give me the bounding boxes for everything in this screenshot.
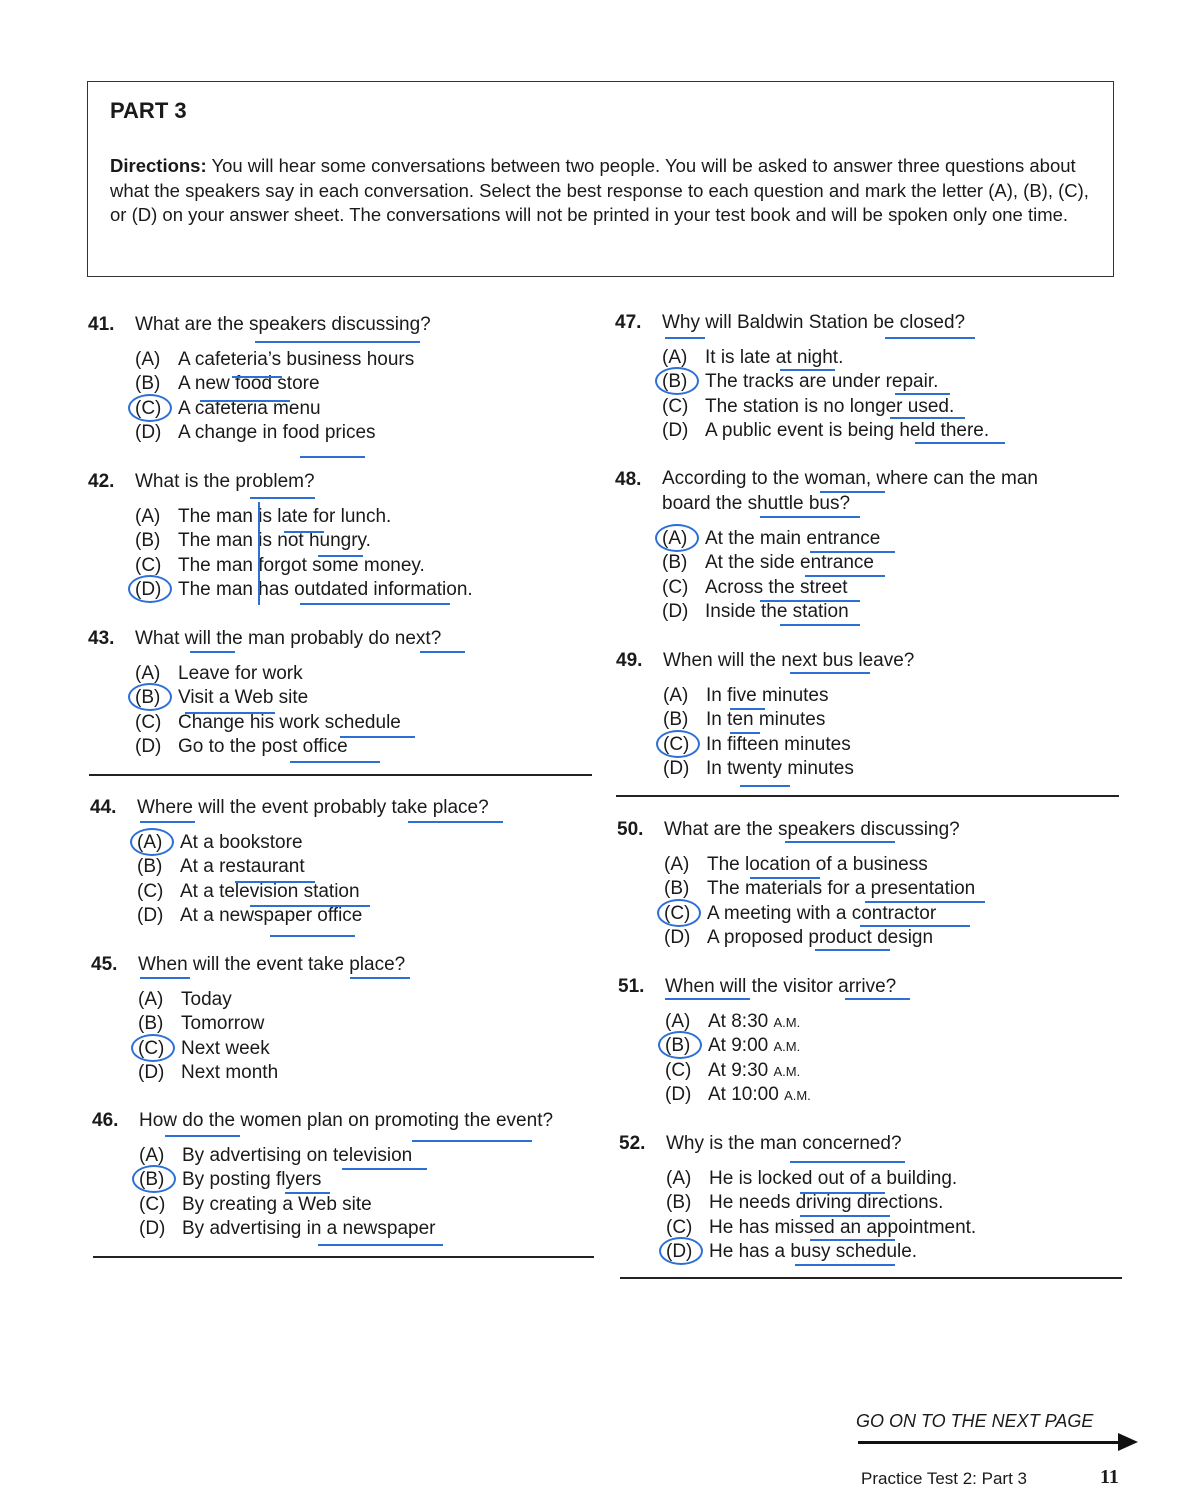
pen-underline [190,651,235,653]
pen-underline [780,369,835,371]
pen-underline [730,708,765,710]
part-title: PART 3 [110,98,187,123]
pen-underline [250,905,370,907]
pen-underline [795,1264,895,1266]
section-divider [89,774,592,776]
meridiem: A.M. [773,1015,801,1030]
pen-underline [318,1244,443,1246]
pen-underline [790,672,870,674]
pen-underline [340,736,415,738]
pen-underline [350,977,410,979]
section-divider [93,1256,594,1258]
pen-underline [740,785,790,787]
arrow-right-icon [858,1441,1120,1444]
pen-underline [140,977,190,979]
footer-reference: Practice Test 2: Part 3 [861,1469,1027,1488]
pen-underline [300,603,450,605]
pen-underline [805,575,885,577]
pen-underline [760,516,860,518]
pen-underline [820,491,885,493]
pen-underline [140,821,195,823]
pen-underline [785,841,895,843]
pen-underline [890,417,965,419]
pen-underline [235,881,315,883]
pen-underline [800,1192,885,1194]
pen-underline [290,761,380,763]
section-divider [616,795,1119,797]
question-number: 41. [88,314,115,335]
pen-underline [250,497,315,499]
pen-underline [342,1168,427,1170]
pen-underline [200,400,290,402]
directions-label: Directions: [110,155,207,176]
pen-underline [915,442,1005,444]
pen-underline [810,551,895,553]
pen-underline [255,341,420,343]
pen-underline [895,393,950,395]
pen-underline [284,531,324,533]
pen-underline [232,376,282,378]
pen-underline [165,1135,240,1137]
pen-underline [665,998,750,1000]
pen-underline [408,821,503,823]
question-text: What are the speakers discussing? [135,314,431,335]
pen-underline [270,935,355,937]
next-page-note: GO ON TO THE NEXT PAGE [856,1411,1094,1431]
pen-underline [185,712,275,714]
pen-underline [885,337,975,339]
pen-underline [300,456,365,458]
arrowhead-icon [1118,1433,1138,1451]
pen-underline [815,949,890,951]
pen-underline [790,1161,905,1163]
pen-underline [412,1140,532,1142]
pen-underline [420,651,465,653]
page-number: 11 [1100,1466,1119,1488]
pen-underline [810,1239,895,1241]
pen-underline [750,877,820,879]
directions-text: You will hear some conversations between two people. You will be asked to answer three questions about what the speakers say in each conversation. Select the best response to each question and mark the letter (A), (B), (C), or (D) on your answer sheet. The conversations will not be printed in your test book and will be spoken only one time. [110,155,1089,225]
pen-underline [800,1215,890,1217]
pen-underline [760,600,860,602]
pen-vertical-mark [258,502,260,605]
pen-underline [318,555,363,557]
pen-underline [780,624,860,626]
pen-underline [860,925,970,927]
pen-underline [285,1192,330,1194]
pen-underline [845,998,910,1000]
pen-underline [730,732,760,734]
directions-box [87,81,1114,277]
pen-underline [665,337,705,339]
section-divider [620,1277,1122,1279]
directions [110,154,1095,228]
pen-underline [865,901,985,903]
